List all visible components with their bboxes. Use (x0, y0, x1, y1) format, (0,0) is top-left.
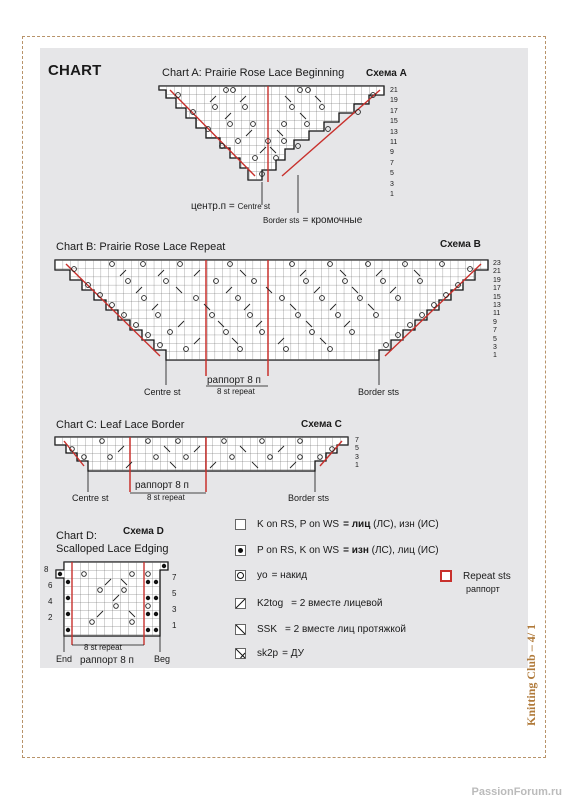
chart-c-centre-label: Centre st (72, 493, 109, 503)
chart-b-repeat-en: 8 st repeat (217, 387, 255, 396)
chart-d-title-ru: Схема D (123, 526, 164, 537)
legend-k2tog: K2tog = 2 вместе лицевой (235, 598, 383, 609)
chart-a-row-numbers: 21 19 17 15 13 11 9 7 5 3 1 (390, 87, 398, 199)
k2tog-icon (235, 598, 246, 609)
legend-repeat: Repeat sts (440, 570, 511, 582)
chart-b-border-label: Border sts (358, 387, 400, 397)
knit-square-icon (235, 519, 246, 530)
chart-d-repeat-en: 8 st repeat (84, 643, 122, 652)
magazine-sidebar-title: Knitting Club – 4/ 1 (524, 623, 538, 727)
chart-d-title-1: Chart D: (56, 530, 97, 542)
site-watermark: PassionForum.ru (471, 786, 562, 798)
chart-d-title-2: Scalloped Lace Edging (56, 543, 169, 555)
yarn-over-icon (235, 570, 246, 581)
ssk-icon (235, 624, 246, 635)
chart-c-repeat-en: 8 st repeat (147, 493, 185, 502)
chart-d-repeat-ru: раппорт 8 п (80, 655, 134, 666)
purl-dot-icon (235, 545, 246, 556)
legend-repeat-ru: раппорт (466, 584, 500, 594)
chart-d-left-rows: 8 6 4 2 (44, 565, 53, 622)
chart-d-right-rows: 7 5 3 1 (172, 573, 177, 630)
chart-b-title-ru: Схема B (440, 239, 481, 250)
chart-b-repeat-ru: раппорт 8 п (207, 375, 261, 386)
chart-a-title-ru: Схема A (366, 68, 407, 79)
sk2p-icon (235, 648, 246, 659)
page-heading: CHART (48, 62, 102, 79)
legend-yo: yo = накид (235, 570, 307, 581)
legend-sk2p: sk2p = ДУ (235, 648, 304, 659)
repeat-box-icon (440, 570, 452, 582)
chart-b-row-numbers: 23 21 19 17 15 13 11 9 7 5 3 1 (493, 260, 501, 360)
chart-c-title: Chart C: Leaf Lace Border (56, 419, 185, 431)
chart-a-title: Chart A: Prairie Rose Lace Beginning (162, 67, 345, 79)
chart-c-title-ru: Схема C (301, 419, 342, 430)
chart-c-border-label: Border sts (288, 493, 330, 503)
chart-c-row-numbers: 7 5 3 1 (355, 437, 359, 470)
chart-d-beg-label: Beg (154, 654, 171, 664)
chart-a-border-label: Border sts = кромочные (263, 215, 363, 226)
chart-b-title: Chart B: Prairie Rose Lace Repeat (56, 241, 226, 253)
legend-purl: P on RS, K on WS = изн (ЛС), лиц (ИС) (235, 545, 439, 556)
chart-d-end-label: End (56, 654, 73, 664)
legend-knit: K on RS, P on WS = лиц (ЛС), изн (ИС) (235, 519, 439, 530)
chart-a-centre-label: центр.п = Centre st (191, 201, 271, 212)
legend-ssk: SSK = 2 вместе лиц протяжкой (235, 624, 406, 635)
chart-c-repeat-ru: раппорт 8 п (135, 480, 189, 491)
chart-b-centre-label: Centre st (144, 387, 181, 397)
